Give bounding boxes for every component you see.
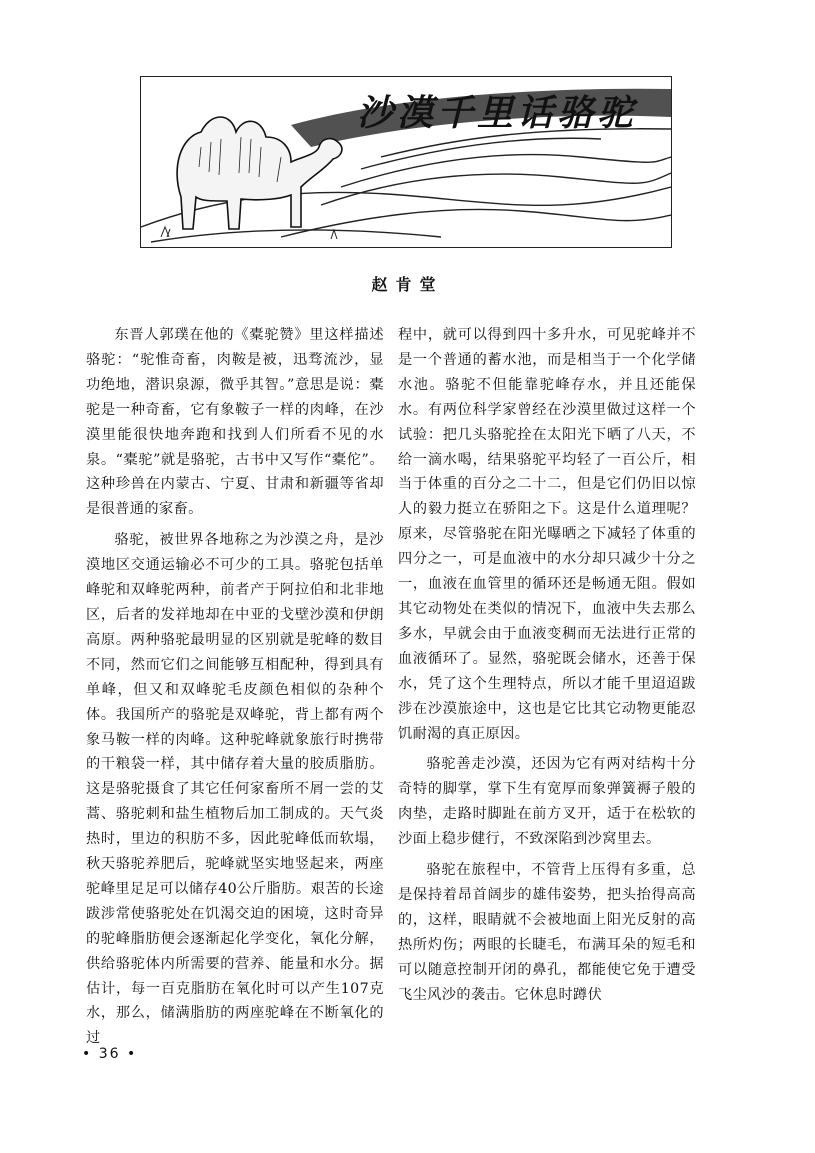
paragraph: 程中，就可以得到四十多升水，可见驼峰并不是一个普通的蓄水池，而是相当于一个化学储水池。骆驼不但能靠驼峰存水，并且还能保水。有两位科学家曾经在沙漠里做过这样一个试验：把几头骆驼拴在太阳光下晒了八天，不给一滴水喝，结果骆驼平均轻了一百公斤，相当于体重的百分之二十二，但是它们仍旧以惊人的毅力挺立在骄阳之下。这是什么道理呢？原来，尽管骆驼在阳光曝晒之下减轻了体重的四分之一，可是血液中的水分却只减少十分之一，血液在血管里的循环还是畅通无阻。假如其它动物处在类似的情况下，血液中失去那么多水，早就会由于血液变稠而无法进行正常的血液循环了。显然，骆驼既会储水，还善于保水，凭了这个生理特点，所以才能千里迢迢跋涉在沙漠旅途中，这也是它比其它动物更能忍饥耐渴的真正原因。 bbox=[398, 327, 696, 742]
header-illustration bbox=[140, 76, 672, 248]
paragraph: 骆驼，被世界各地称之为沙漠之舟，是沙漠地区交通运输必不可少的工具。骆驼包括单峰驼和双峰驼两种，前者产于阿拉伯和北非地区，后者的发祥地却在中亚的戈壁沙漠和伊朗高原。两种骆驼最明显的区别就是驼峰的数目不同，然而它们之间能够互相配种，得到具有单峰，但又和双峰驼毛皮颜色相似的杂种个体。我国所产的骆驼是双峰驼，背上都有两个象马鞍一样的肉峰。这种驼峰就象旅行时携带的干粮袋一样，其中储存着大量的胶质脂肪。这是骆驼摄食了其它任何家畜所不屑一尝的艾蒿、骆驼刺和盐生植物后加工制成的。天气炎热时，里边的积肪不多，因此驼峰低而软塌，秋天骆驼养肥后，驼峰就坚实地竖起来，两座驼峰里足足可以储存40公斤脂肪。艰苦的长途跋涉常使骆驼处在饥渴交迫的困境，这时奇异的驼峰脂肪便会逐渐起化学变化，氧化分解，供给骆驼体内所需要的营养、能量和水分。据估计，每一百克脂肪在氧化时可以产生107克水，那么，储满脂肪的两座驼峰在不断氧化的过 bbox=[86, 532, 384, 1047]
article-headline: 沙漠千里话骆驼 bbox=[356, 92, 637, 134]
article-author: 赵肯堂 bbox=[371, 275, 444, 294]
left-column bbox=[86, 323, 384, 1057]
page-number: • 36 • bbox=[82, 1046, 138, 1062]
paragraph: 骆驼在旅程中，不管背上压得有多重，总是保持着昂首阔步的雄伟姿势，把头抬得高高的，这样，眼睛就不会被地面上阳光反射的高热所灼伤；两眼的长睫毛，布满耳朵的短毛和可以随意控制开闭的鼻孔，都能使它免于遭受飞尘风沙的袭击。它休息时蹲伏 bbox=[398, 862, 696, 1003]
right-column bbox=[398, 323, 696, 1013]
paragraph: 骆驼善走沙漠，还因为它有两对结构十分奇特的脚掌，掌下生有宽厚而象弹簧褥子般的肉垫，走路时脚趾在前方叉开，适于在松软的沙面上稳步健行，不致深陷到沙窝里去。 bbox=[398, 756, 696, 848]
paragraph: 东晋人郭璞在他的《橐驼赞》里这样描述骆驼：“驼惟奇畜，肉鞍是被，迅骛流沙，显功绝地，潜识泉源，微乎其智。”意思是说：橐驼是一种奇畜，它有象鞍子一样的肉峰，在沙漠里能很快地奔跑和找到人们所看不见的水泉。“橐驼”就是骆驼，古书中又写作“橐佗”。这种珍兽在内蒙古、宁夏、甘肃和新疆等省却是很普通的家畜。 bbox=[86, 327, 384, 518]
